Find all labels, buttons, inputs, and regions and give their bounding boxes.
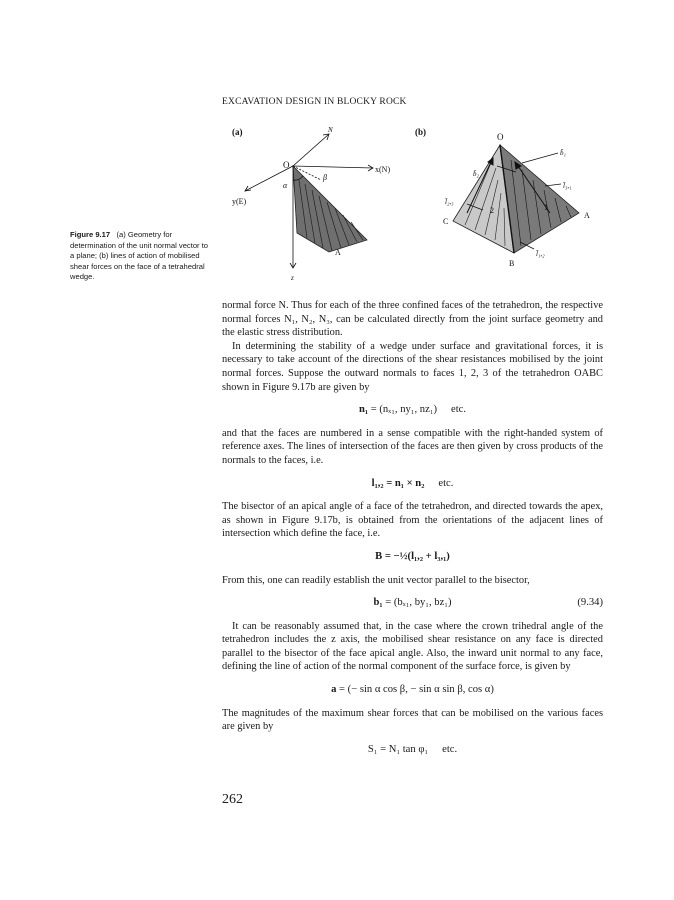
panel-a-point-a-label: A xyxy=(335,248,341,257)
equation-normal-etc: etc. xyxy=(451,404,467,416)
paragraph-7: The magnitudes of the maximum shear forces that can be mobilised on the various faces are given by xyxy=(222,707,603,733)
panel-b-face-2-label: 2 xyxy=(490,206,494,215)
panel-a-normal-label: N xyxy=(328,126,333,134)
equation-inward-normal-lhs: a xyxy=(331,684,337,696)
equation-normal-rhs: = (nₓ₁, ny₁, nz₁) xyxy=(368,404,438,416)
running-head: EXCAVATION DESIGN IN BLOCKY ROCK xyxy=(222,97,407,107)
equation-9-34 xyxy=(222,596,603,610)
panel-b-b1-label: b̄₁ xyxy=(560,149,566,157)
paragraph-3: and that the faces are numbered in a sense compatible with the right-handed system of reference axes. The lines of intersection of the faces are then given by cross products of the normals to the faces, i.e. xyxy=(222,427,603,466)
panel-b-vertex-c: C xyxy=(443,217,449,226)
panel-a-x-axis-label: x(N) xyxy=(375,165,391,174)
panel-b-vertex-a: A xyxy=(584,211,590,220)
equation-bisector-body: B = −½(l₁,₂ + l₃,₁) xyxy=(375,550,450,562)
equation-inward-normal xyxy=(222,683,603,697)
equation-9-34-lhs: b₁ xyxy=(373,597,383,609)
panel-b-label: (b) xyxy=(415,127,426,137)
figure-9-17 xyxy=(215,118,615,288)
equation-intersection xyxy=(222,477,603,491)
equation-number: (9.34) xyxy=(577,597,603,609)
panel-a-label: (a) xyxy=(232,127,243,137)
panel-b-l12-label: l̄₁,₂ xyxy=(536,250,545,258)
equation-intersection-etc: etc. xyxy=(438,477,454,489)
panel-b-l31-label: l̄₃,₁ xyxy=(563,182,572,190)
equation-bisector xyxy=(222,550,603,564)
panel-b-b2-label: b̄₂ xyxy=(473,170,479,178)
panel-b-vertex-o: O xyxy=(497,132,504,142)
paragraph-6: It can be reasonably assumed that, in the case where the crown trihedral angle of the tetrahedron includes the z axis, the mobilised shear resistance on any face is directed parallel to the bisector of the face apical angle. Also, the inward unit normal to any face, defining the line of action of the normal component of the surface force, is given by xyxy=(222,620,603,673)
page-number: 262 xyxy=(222,792,243,807)
panel-a-beta-label: β xyxy=(323,173,327,182)
panel-a-wedge-face xyxy=(293,166,367,252)
figure-caption xyxy=(70,230,212,283)
equation-shear-etc: etc. xyxy=(442,743,458,755)
paragraph-4: The bisector of an apical angle of a face of the tetrahedron, and directed towards the apex, as shown in Figure 9.17b, is obtained from the orientations of the adjacent lines of intersection which define the face, i.e. xyxy=(222,501,603,540)
body-text xyxy=(222,299,603,766)
figure-9-17-drawing xyxy=(215,118,615,288)
figure-caption-label: Figure 9.17 xyxy=(70,230,111,239)
paragraph-2: In determining the stability of a wedge under surface and gravitational forces, it is necessary to take account of the directions of the shear resistances mobilised by the joint normal forces. Suppose the outward normals to faces 1, 2, 3 of the tetrahedron OABC shown in Figure 9.17b are given by xyxy=(222,340,603,393)
panel-b-vertex-b: B xyxy=(509,259,515,268)
panel-b-l23-label: l̄₂,₃ xyxy=(445,198,454,206)
equation-normal xyxy=(222,403,603,417)
equation-normal-lhs: n₁ xyxy=(358,404,369,416)
panel-a-origin-label: O xyxy=(283,160,290,170)
figure-caption-text: (a) Geometry for determination of the unit normal vector to a plane; (b) lines of action of mobilised shear forces on the face of a tetrahedral wedge. xyxy=(70,230,209,282)
paragraph-1: normal force N. Thus for each of the three confined faces of the tetrahedron, the respective normal forces N₁, N₂, N₃, can be calculated directly from the joint surface geometry and the elastic stress distribution. xyxy=(222,300,603,339)
panel-b-face-1-label: 1 xyxy=(544,203,548,212)
equation-9-34-rhs: = (bₓ₁, by₁, bz₁) xyxy=(382,597,452,609)
equation-shear-body: S₁ = N₁ tan φ₁ xyxy=(367,743,429,755)
panel-a-z-axis-label: z xyxy=(291,274,294,282)
equation-inward-normal-rhs: = (− sin α cos β, − sin α sin β, cos α) xyxy=(336,684,494,696)
panel-a-y-axis-label: y(E) xyxy=(232,197,247,206)
equation-intersection-body: l₁,₂ = n₁ × n₂ xyxy=(371,477,425,489)
paragraph-5: From this, one can readily establish the unit vector parallel to the bisector, xyxy=(222,574,530,586)
panel-a-alpha-label: α xyxy=(283,181,288,190)
equation-shear xyxy=(222,743,603,757)
